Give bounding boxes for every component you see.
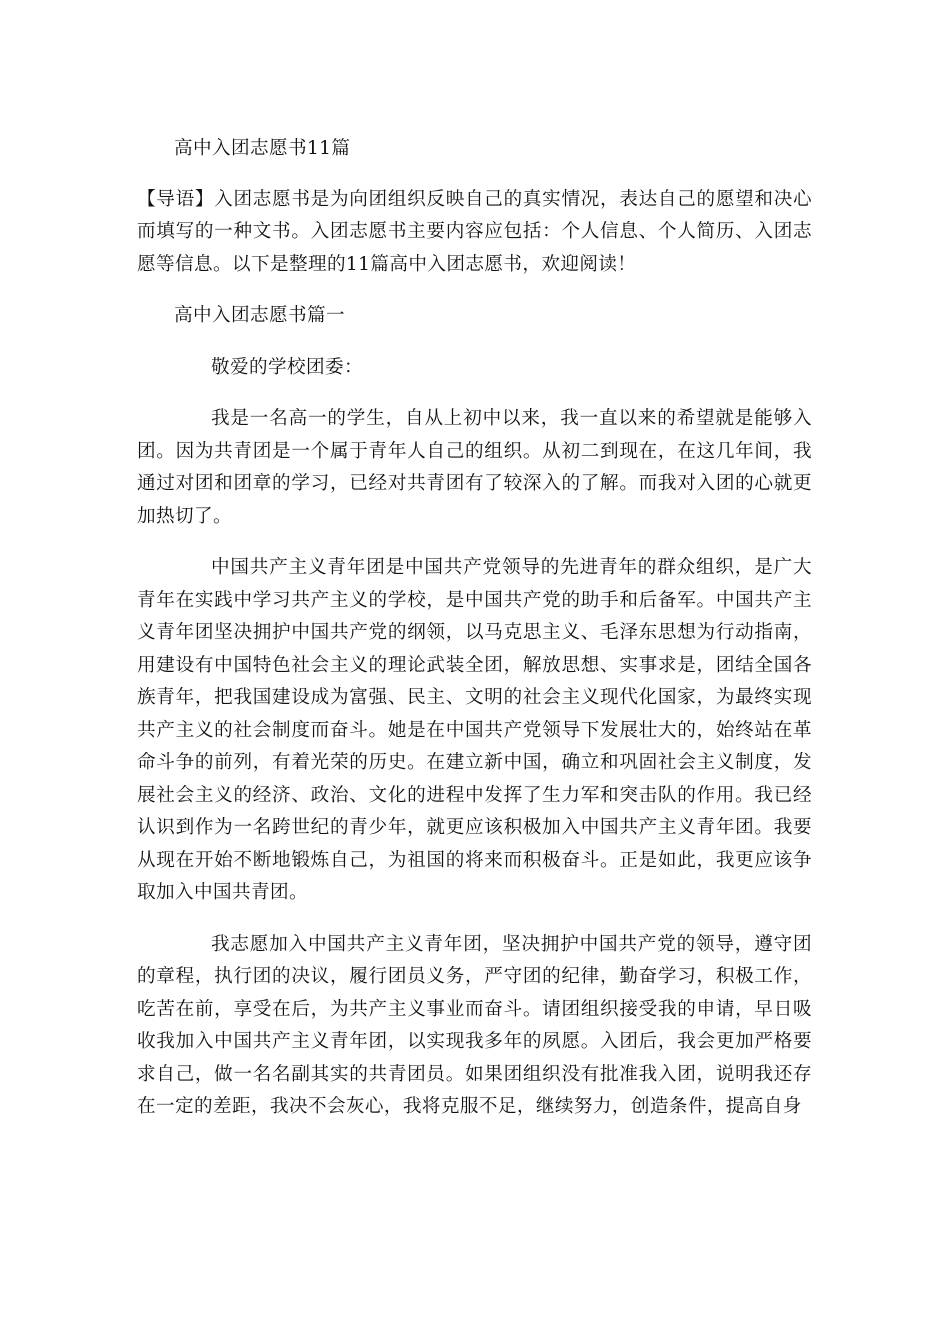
document-content bbox=[137, 133, 812, 1143]
salutation: 敬爱的学校团委： bbox=[211, 356, 363, 378]
body-paragraph-1: 我是一名高一的学生，自从上初中以来，我一直以来的希望就是能够入团。因为共青团是一个属于青年人自己的组织。从初二到现在，在这几年间，我通过对团和团章的学习，已经对共青团有了较深入的了解。而我对入团的心就更加热切了。 bbox=[137, 408, 812, 527]
body-paragraph-2: 中国共产主义青年团是中国共产党领导的先进青年的群众组织，是广大青年在实践中学习共产主义的学校，是中国共产党的助手和后备军。中国共产主义青年团坚决拥护中国共产党的纲领，以马克思主义、毛泽东思想为行动指南，用建设有中国特色社会主义的理论武装全团，解放思想、实事求是，团结全国各族青年，把我国建设成为富强、民主、文明的社会主义现代化国家，为最终实现共产主义的社会制度而奋斗。她是在中国共产党领导下发展壮大的，始终站在革命斗争的前列，有着光荣的历史。在建立新中国，确立和巩固社会主义制度，发展社会主义的经济、政治、文化的进程中发挥了生力军和突击队的作用。我已经认识到作为一名跨世纪的青少年，就更应该积极加入中国共产主义青年团。我要从现在开始不断地锻炼自己，为祖国的将来而积极奋斗。正是如此，我更应该争取加入中国共青团。 bbox=[137, 557, 812, 903]
section-title: 高中入团志愿书篇一 bbox=[174, 305, 345, 326]
body-paragraph-3: 我志愿加入中国共产主义青年团，坚决拥护中国共产党的领导，遵守团的章程，执行团的决议，履行团员义务，严守团的纪律，勤奋学习，积极工作，吃苦在前，享受在后，为共产主义事业而奋斗。请团组织接受我的申请，早日吸收我加入中国共产主义青年团，以实现我多年的夙愿。入团后，我会更加严格要求自己，做一名名副其实的共青团员。如果团组织没有批准我入团，说明我还存在一定的差距，我决不会灰心，我将克服不足，继续努力，创造条件，提高自身 bbox=[137, 933, 812, 1117]
intro-paragraph: 【导语】入团志愿书是为向团组织反映自己的真实情况，表达自己的愿望和决心而填写的一种文书。入团志愿书主要内容应包括：个人信息、个人简历、入团志愿等信息。以下是整理的11篇高中入团志愿书，欢迎阅读！ bbox=[137, 188, 812, 275]
document-title: 高中入团志愿书11篇 bbox=[174, 138, 351, 159]
